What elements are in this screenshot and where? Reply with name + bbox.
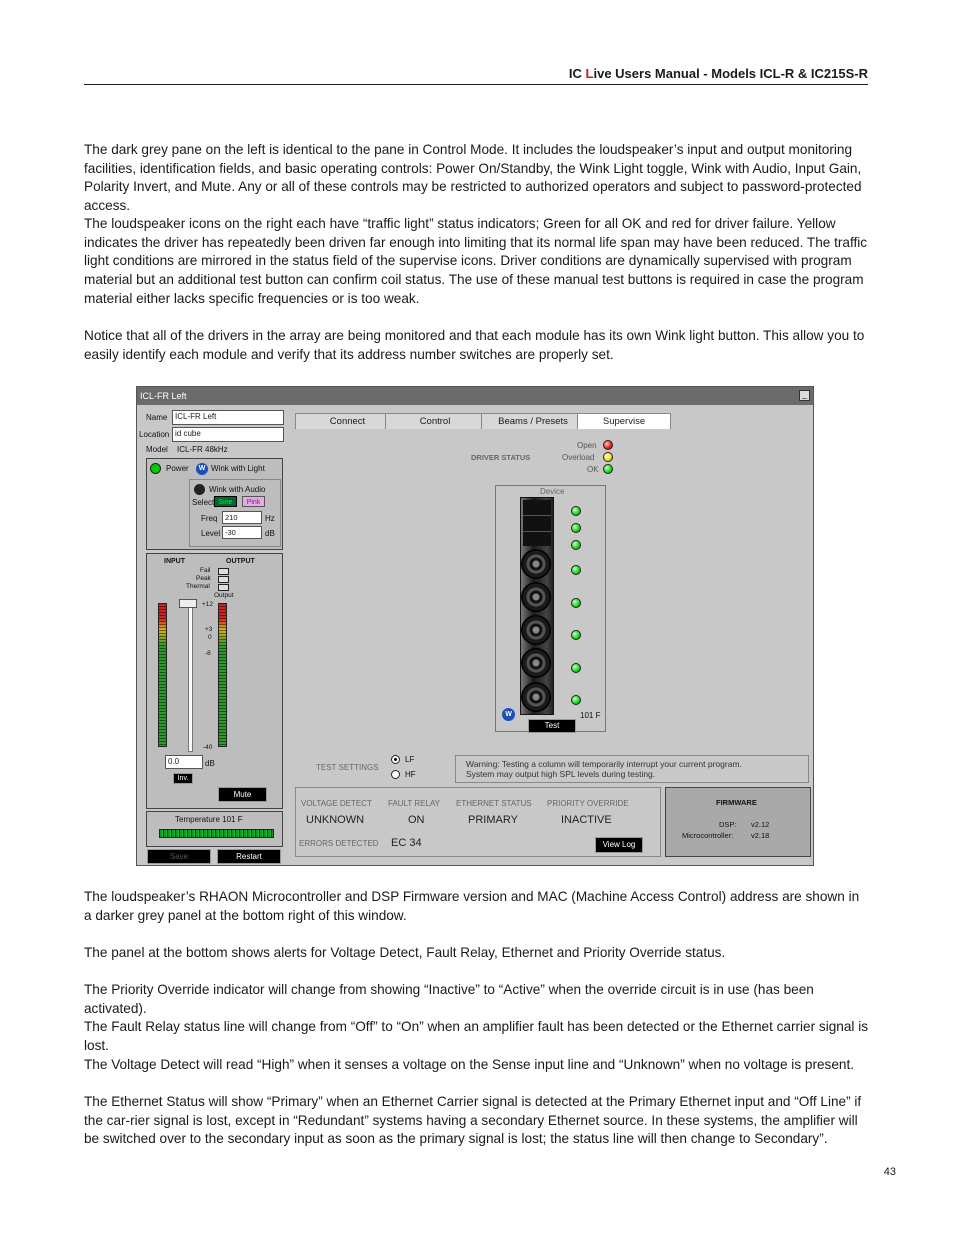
driver-led-icon [571, 523, 581, 533]
scale-tick: -40 [203, 744, 213, 751]
model-label: Model [146, 445, 168, 454]
peak-label: Peak [196, 575, 211, 582]
level-field[interactable]: -30 [222, 526, 262, 539]
lf-radio[interactable] [391, 755, 400, 764]
driver-led-icon [571, 565, 581, 575]
temperature-label: Temperature 101 F [175, 815, 243, 824]
thermal-indicator [218, 584, 229, 591]
voltage-detect-value: UNKNOWN [306, 814, 365, 826]
tab-beams-presets[interactable]: Beams / Presets [481, 413, 585, 429]
paragraph: The loudspeaker icons on the right each have “traffic light” status indicators; Green for all OK and red for driver failure. Yellow indicates the driver has repeatedly been driven far enough into limiting that its normal life span may have been reduced. The traffic light conditions are mirrored in the status field of the supervise icons. Driver conditions are dynamically supervised with program material but an additional test button can confirm coil status. The use of these manual test buttons is required in case the program material either lacks specific frequencies or is too weak. [84, 216, 868, 306]
woofer-icon [521, 582, 551, 612]
temperature-panel [146, 811, 283, 847]
wink-audio-icon[interactable] [194, 484, 205, 495]
restart-button[interactable]: Restart [217, 849, 281, 864]
fault-relay-header: FAULT RELAY [388, 799, 441, 808]
voltage-detect-header: VOLTAGE DETECT [301, 799, 372, 808]
driver-status-label: DRIVER STATUS [471, 453, 531, 462]
errors-label: ERRORS DETECTED [299, 839, 379, 848]
warning-line: Warning: Testing a column will temporarily interrupt your current program. [466, 759, 742, 769]
scale-tick: +12 [202, 601, 214, 608]
speaker-window [136, 386, 814, 866]
input-meter [158, 603, 167, 747]
paragraph: The panel at the bottom shows alerts for Voltage Detect, Fault Relay, Ethernet and Priority Override status. [84, 945, 726, 960]
open-led-icon [603, 440, 613, 450]
hf-radio[interactable] [391, 770, 400, 779]
save-button[interactable]: Save [147, 849, 211, 864]
scale-tick: -8 [205, 650, 211, 657]
page-number: 43 [883, 1166, 896, 1178]
driver-led-icon [571, 663, 581, 673]
sine-button[interactable]: Sine [214, 496, 237, 507]
woofer-icon [521, 682, 551, 712]
header-title [569, 66, 868, 81]
legend-open: Open [577, 441, 597, 450]
thermal-label: Thermal [186, 583, 210, 590]
fault-relay-value: ON [408, 814, 425, 826]
priority-override-value: INACTIVE [561, 814, 612, 826]
status-panel [295, 787, 661, 857]
driver-led-icon [571, 506, 581, 516]
microcontroller-label: Microcontroller: [682, 831, 734, 840]
scale-tick: +3 [205, 626, 213, 633]
tab-supervise[interactable]: Supervise [577, 413, 671, 429]
driver-led-icon [571, 695, 581, 705]
gain-field[interactable]: 0.0 [165, 755, 203, 769]
paragraph: The dark grey pane on the left is identical to the pane in Control Mode. It includes the loudspeaker’s input and output monitoring facilities, identification fields, and basic operating controls: Power On/Standby, the Wink Light toggle, Wink with Audio, Input Gain, Polarity Invert, and Mute. Any or all of these controls may be restricted to authorized operators and subject to password-protected access. [84, 142, 862, 214]
name-field[interactable]: ICL-FR Left [172, 410, 284, 425]
test-button[interactable]: Test [528, 719, 576, 733]
device-frame [495, 485, 606, 732]
minimize-button[interactable]: _ [799, 390, 810, 401]
meters-panel [146, 553, 283, 809]
output-label: OUTPUT [226, 558, 255, 565]
select-label: Select [192, 498, 215, 507]
driver-led-icon [571, 598, 581, 608]
device-temperature: 101 F [580, 711, 601, 720]
wink-light-icon[interactable]: W [196, 463, 208, 475]
level-unit: dB [265, 529, 275, 538]
firmware-title: FIRMWARE [716, 798, 757, 807]
legend-ok: OK [587, 465, 599, 474]
overload-led-icon [603, 452, 613, 462]
hf-section-icon [523, 500, 551, 546]
lf-label: LF [405, 755, 415, 764]
woofer-icon [521, 648, 551, 678]
fail-indicator [218, 568, 229, 575]
test-settings-label: TEST SETTINGS [316, 763, 379, 772]
gain-unit: dB [205, 759, 215, 768]
paragraph: Notice that all of the drivers in the array are being monitored and that each module has its own Wink light button. This allow you to easily identify each module and verify that its address number switches are properly set. [84, 328, 865, 362]
firmware-panel [665, 787, 811, 857]
header-prefix: IC [568, 66, 586, 81]
peak-indicator [218, 576, 229, 583]
woofer-icon [521, 615, 551, 645]
driver-led-icon [571, 630, 581, 640]
window-title: ICL-FR Left [140, 391, 187, 401]
power-label: Power [166, 464, 189, 473]
freq-unit: Hz [265, 514, 275, 523]
header-rest: ive Users Manual - Models ICL-R & IC215S-R [593, 66, 868, 81]
page-header [84, 64, 868, 85]
warning-line: System may output high SPL levels during testing. [466, 769, 656, 779]
hf-label: HF [405, 770, 416, 779]
gain-slider-thumb[interactable] [179, 599, 197, 608]
device-wink-icon[interactable]: W [502, 708, 515, 721]
dsp-version: v2.12 [751, 820, 770, 829]
wink-light-label: Wink with Light [211, 464, 265, 473]
input-label: INPUT [164, 558, 185, 565]
tab-connect[interactable]: Connect [295, 413, 400, 429]
output-small-label: Output [214, 592, 234, 599]
model-value: ICL-FR 48kHz [177, 445, 228, 454]
paragraph: The Fault Relay status line will change from “Off” to “On” when an amplifier fault has been detected or the Ethernet carrier signal is lost. [84, 1019, 869, 1053]
microcontroller-version: v2.18 [751, 831, 770, 840]
mute-button[interactable]: Mute [218, 787, 267, 802]
paragraph: The Priority Override indicator will change from showing “Inactive” to “Active” when the override circuit is in use (has been activated). [84, 982, 814, 1016]
output-meter [218, 603, 227, 747]
wink-audio-group [189, 479, 281, 547]
header-accent-letter: L [585, 66, 594, 81]
location-label: Location [139, 430, 170, 439]
temperature-bar [159, 829, 274, 838]
power-icon[interactable] [150, 463, 161, 474]
level-label: Level [201, 529, 221, 538]
controls-panel [146, 458, 283, 550]
freq-field[interactable]: 210 [222, 511, 262, 524]
paragraph: The Voltage Detect will read “High” when it senses a voltage on the Sense input line and “Unknown” when no voltage is present. [84, 1057, 855, 1072]
paragraph: The loudspeaker’s RHAON Microcontroller and DSP Firmware version and MAC (Machine Access Control) address are shown in a darker grey panel at the bottom right of this window. [84, 889, 860, 923]
paragraph: The Ethernet Status will show “Primary” when an Ethernet Carrier signal is detected at the Primary Ethernet input and “Off Line” if the car-rier signal is lost, except in “Redundant” systems having a secondary Ethernet source. In these systems, the amplifier will be switched over to the secondary input as soon as the primary signal is lost; the status line will then change to Secondary”. [84, 1094, 862, 1147]
legend-overload: Overload [562, 453, 595, 462]
loudspeaker-column-icon[interactable] [520, 497, 554, 715]
location-field[interactable]: id cube [172, 427, 284, 442]
fail-label: Fail [200, 567, 211, 574]
tab-control[interactable]: Control [385, 413, 485, 429]
ok-led-icon [603, 464, 613, 474]
warning-box [455, 755, 809, 783]
woofer-icon [521, 549, 551, 579]
pink-button[interactable]: Pink [242, 496, 265, 507]
wink-audio-label: Wink with Audio [209, 485, 266, 494]
gain-slider-track[interactable] [188, 602, 193, 752]
dsp-label: DSP: [719, 820, 737, 829]
priority-override-header: PRIORITY OVERRIDE [547, 799, 629, 808]
ethernet-status-value: PRIMARY [468, 814, 518, 826]
scale-tick: 0 [208, 634, 212, 641]
name-label: Name [146, 413, 168, 422]
invert-button[interactable]: Inv. [173, 773, 193, 784]
errors-value: EC 34 [391, 837, 422, 849]
freq-label: Freq [201, 514, 218, 523]
ethernet-status-header: ETHERNET STATUS [456, 799, 532, 808]
device-label: Device [540, 487, 565, 496]
window-titlebar [137, 387, 813, 405]
view-log-button[interactable]: View Log [595, 837, 643, 853]
driver-led-icon [571, 540, 581, 550]
